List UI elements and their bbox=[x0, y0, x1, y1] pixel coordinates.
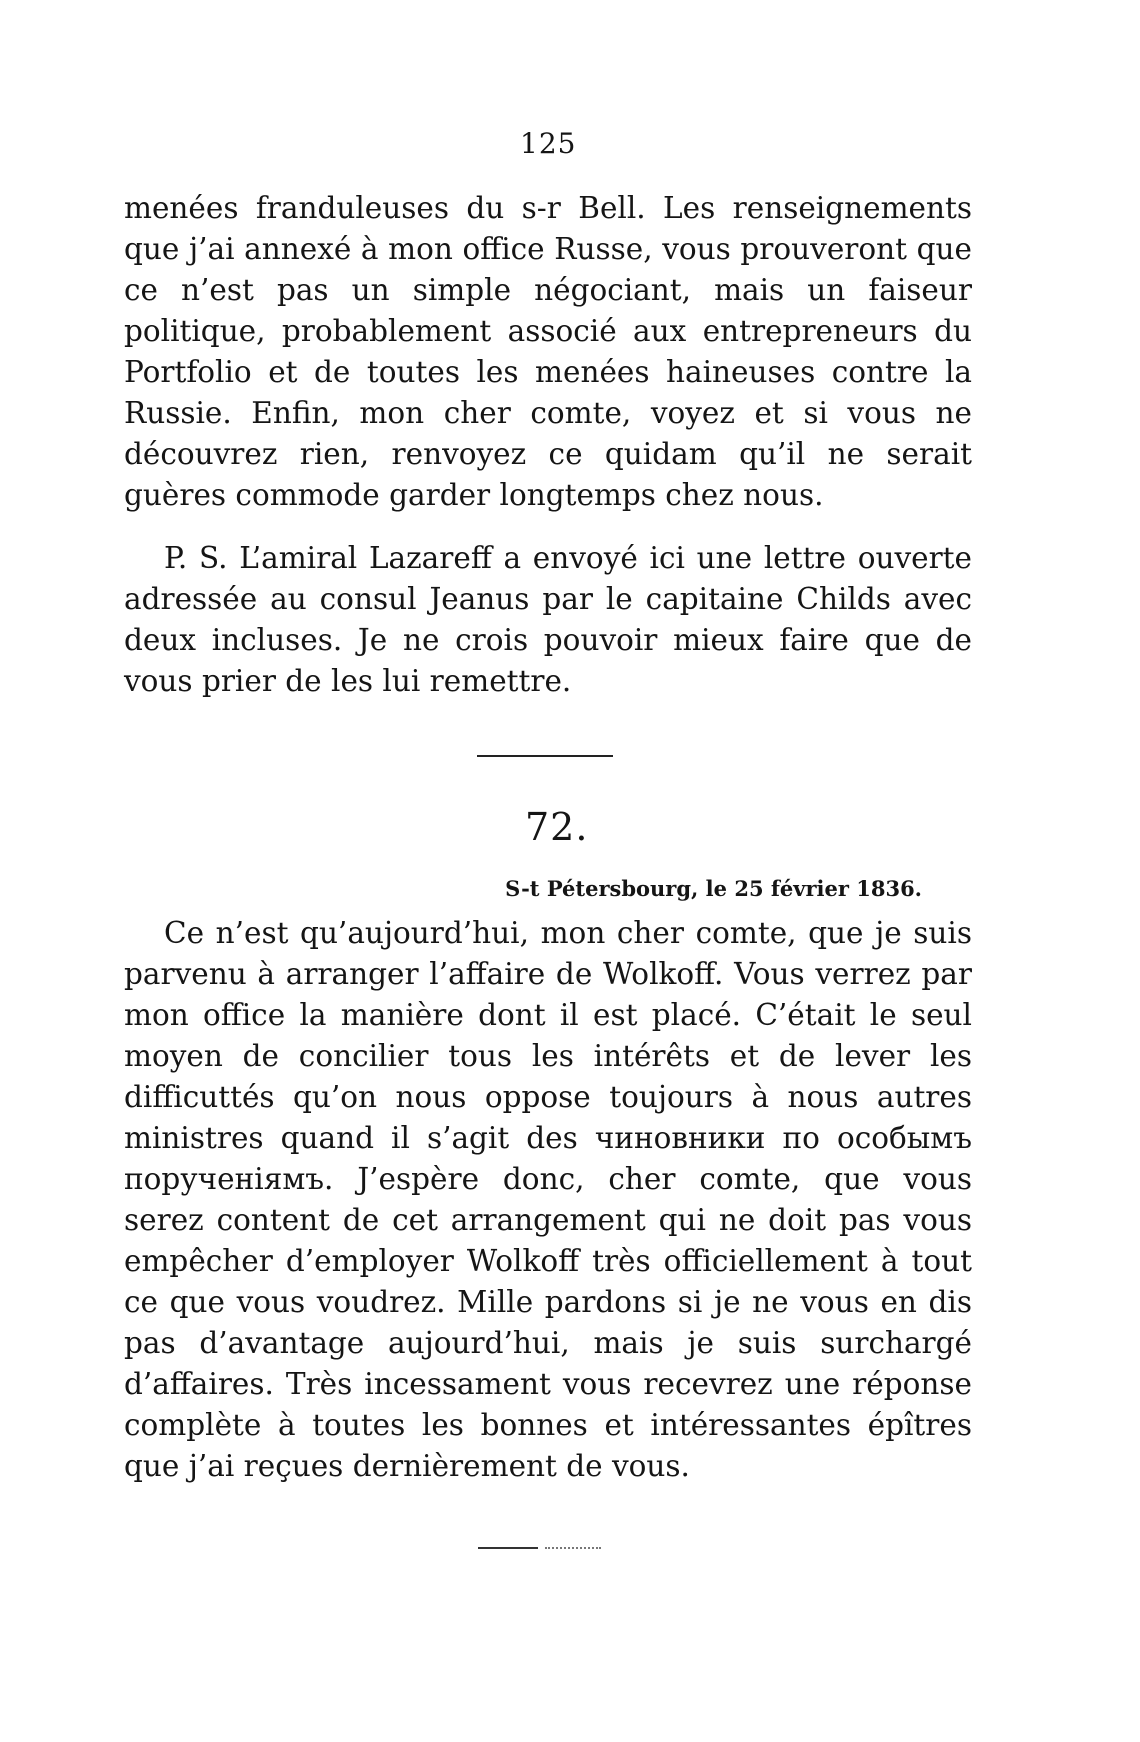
letter-body-text: Ce n’est qu’aujourd’hui, mon cher comte, que je suis parvenu à arranger l’affaire de Wolkoff. Vous verrez par mon office la manière dont il est placé. C’était le seul moyen de concilier tous les intérêts et de lever les difficuttés qu’on nous oppose toujours à nous autres ministres quand il s’agit des чиновники по особымъ порученiямъ. J’espère donc, cher comte, que vous serez content de cet arrangement qui ne doit pas vous empêcher d’employer Wolkoff très officiellement à tout ce que vous voudrez. Mille pardons si je ne vous en dis pas d’avantage aujourd’hui, mais je suis surchargé d’affaires. Très incessament vous recevrez une réponse complète à toutes les bonnes et intéressantes épîtres que j’ai reçues dernièrement de vous. bbox=[124, 916, 972, 1483]
closing-divider-dots bbox=[545, 1547, 601, 1549]
letter-number: 72. bbox=[525, 805, 589, 849]
letter-dateline: S-t Pétersbourg, le 25 février 1836. bbox=[505, 876, 922, 901]
postscript-text: P. S. L’amiral Lazareff a envoyé ici une lettre ouverte adressée au consul Jeanus par le capitaine Childs avec deux incluses. Je ne crois pouvoir mieux faire que de vous prier de les lui remettre. bbox=[124, 541, 972, 698]
paragraph-continuation bbox=[124, 188, 972, 516]
page-number: 125 bbox=[520, 127, 577, 160]
letter-body bbox=[124, 913, 972, 1487]
paragraph-text: menées franduleuses du s-r Bell. Les renseignements que j’ai annexé à mon office Russe, vous prouveront que ce n’est pas un simple négociant, mais un faiseur politique, probablement associé aux entrepreneurs du Portfolio et de toutes les menées haineuses contre la Russie. Enfin, mon cher comte, voyez et si vous ne découvrez rien, renvoyez ce quidam qu’il ne serait guères commode garder longtemps chez nous. bbox=[124, 191, 972, 512]
postscript-paragraph bbox=[124, 538, 972, 702]
section-divider bbox=[477, 755, 613, 757]
closing-divider bbox=[478, 1547, 538, 1549]
